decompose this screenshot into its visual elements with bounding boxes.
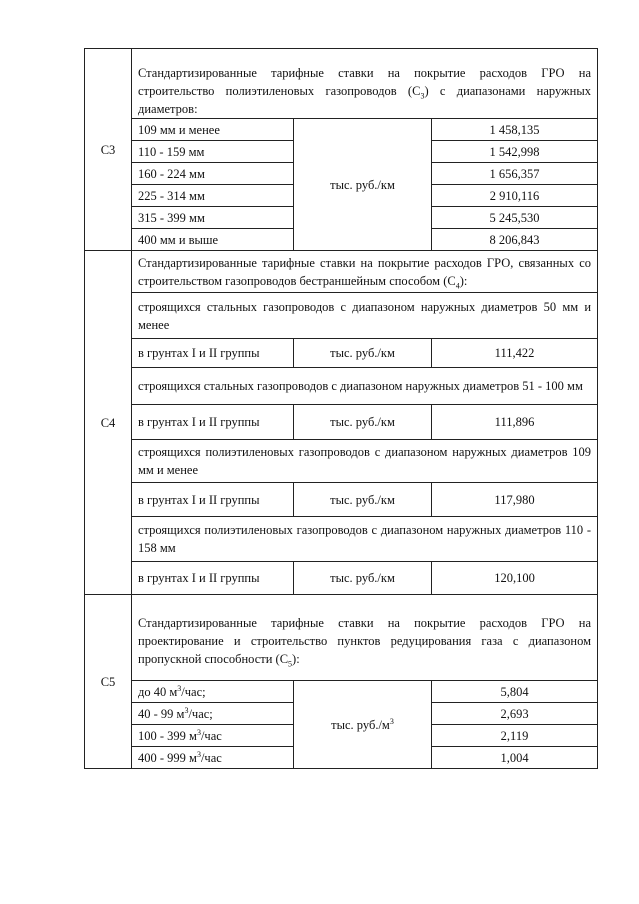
c4-unit-4: тыс. руб./км <box>294 562 432 595</box>
c3-range-6: 400 мм и выше <box>132 229 294 251</box>
table-row <box>85 368 598 405</box>
c4-soil-1: в грунтах I и II группы <box>132 339 294 368</box>
c4-code-cell <box>85 251 132 595</box>
table-row <box>85 681 598 703</box>
c3-value-3: 1 656,357 <box>432 163 598 185</box>
c4-unit-1: тыс. руб./км <box>294 339 432 368</box>
c5-value-4: 1,004 <box>432 747 598 769</box>
table-row <box>85 483 598 517</box>
c3-range-1: 109 мм и менее <box>132 119 294 141</box>
c4-soil-4: в грунтах I и II группы <box>132 562 294 595</box>
c4-soil-3: в грунтах I и II группы <box>132 483 294 517</box>
c4-title: Стандартизированные тарифные ставки на покрытие расходов ГРО, связанных со строительством газопроводов бестраншейным способом $(C_4)$: <box>132 251 598 293</box>
c4-desc-4: строящихся полиэтиленовых газопроводов с диапазоном наружных диаметров 110 - 158 мм <box>132 517 598 562</box>
c5-header-row <box>85 595 598 681</box>
c4-desc-2: строящихся стальных газопроводов с диапазоном наружных диаметров 51 - 100 мм <box>132 368 598 405</box>
c5-range-1: до 40 $м^3$/час; <box>132 681 294 703</box>
c5-unit: тыс. $руб./м^3$ <box>294 681 432 769</box>
table-row <box>85 405 598 440</box>
c3-code: C3 <box>100 142 116 157</box>
table-row <box>85 119 598 141</box>
c3-range-3: 160 - 224 мм <box>132 163 294 185</box>
table-row <box>85 562 598 595</box>
c4-header-row <box>85 251 598 293</box>
table-row <box>85 339 598 368</box>
c4-value-1: 111,422 <box>432 339 598 368</box>
c4-value-4: 120,100 <box>432 562 598 595</box>
c3-unit: тыс. руб./км <box>294 119 432 251</box>
c3-code-cell <box>85 49 132 251</box>
c4-code: C4 <box>100 415 116 430</box>
c5-code-cell <box>85 595 132 769</box>
c3-value-4: 2 910,116 <box>432 185 598 207</box>
c3-value-5: 5 245,530 <box>432 207 598 229</box>
c4-value-2: 111,896 <box>432 405 598 440</box>
c4-soil-2: в грунтах I и II группы <box>132 405 294 440</box>
c5-value-2: 2,693 <box>432 703 598 725</box>
c5-value-1: 5,804 <box>432 681 598 703</box>
c5-range-2: 40 - 99 $м^3$/час; <box>132 703 294 725</box>
c3-header-row <box>85 49 598 119</box>
c3-value-2: 1 542,998 <box>432 141 598 163</box>
c4-desc-3: строящихся полиэтиленовых газопроводов с диапазоном наружных диаметров 109 мм и менее <box>132 440 598 483</box>
c4-desc-1: строящихся стальных газопроводов с диапазоном наружных диаметров 50 мм и менее <box>132 293 598 339</box>
c5-code: C5 <box>100 674 116 689</box>
table-row <box>85 293 598 339</box>
c4-value-3: 117,980 <box>432 483 598 517</box>
c5-value-3: 2,119 <box>432 725 598 747</box>
c3-value-6: 8 206,843 <box>432 229 598 251</box>
c3-title: Стандартизированные тарифные ставки на покрытие расходов ГРО на строительство полиэтиленовых газопроводов $(C_3)$ с диапазонами наружных диаметров: <box>132 49 598 119</box>
c4-unit-3: тыс. руб./км <box>294 483 432 517</box>
c5-range-4: 400 - 999 $м^3$/час <box>132 747 294 769</box>
c3-value-1: 1 458,135 <box>432 119 598 141</box>
c3-range-2: 110 - 159 мм <box>132 141 294 163</box>
table-row <box>85 517 598 562</box>
c5-range-3: 100 - 399 $м^3$/час <box>132 725 294 747</box>
table-row <box>85 440 598 483</box>
c4-unit-2: тыс. руб./км <box>294 405 432 440</box>
tariff-table <box>84 48 598 769</box>
c3-range-5: 315 - 399 мм <box>132 207 294 229</box>
c5-title: Стандартизированные тарифные ставки на покрытие расходов ГРО на проектирование и строительство пунктов редуцирования газа с диапазоном пропускной способности $(C_5)$: <box>132 595 598 681</box>
c3-range-4: 225 - 314 мм <box>132 185 294 207</box>
